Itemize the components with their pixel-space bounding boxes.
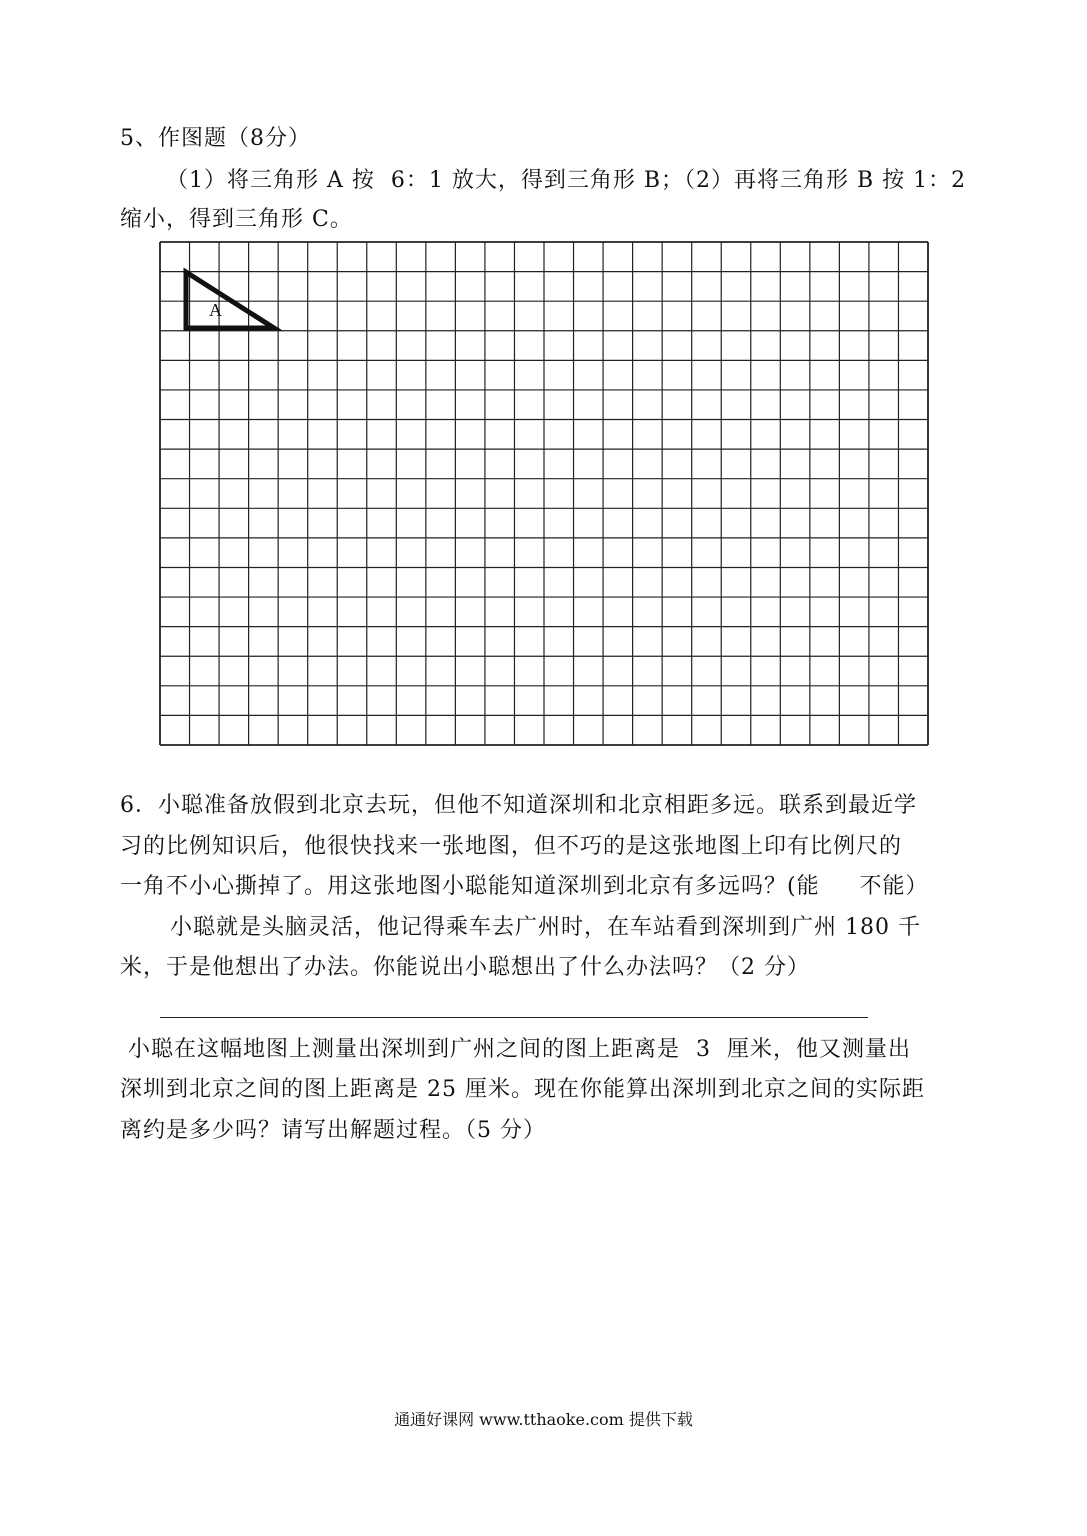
question-6-line8: 离约是多少吗？请写出解题过程。（5 分） [120, 1118, 546, 1143]
triangle-a-label: A [209, 300, 222, 320]
question-6-line6: 小聪在这幅地图上测量出深圳到广州之间的图上距离是 3 厘米，他又测量出 [128, 1037, 911, 1062]
question-6-line1: 6．小聪准备放假到北京去玩，但他不知道深圳和北京相距多远。联系到最近学 [120, 793, 917, 818]
question-6-line2: 习的比例知识后，他很快找来一张地图，但不巧的是这张地图上印有比例尺的 [120, 834, 903, 859]
question-5-instruction-line1: （1）将三角形 A 按 6：1 放大，得到三角形 B；（2）再将三角形 B 按 1：2 [166, 168, 967, 193]
answer-line[interactable] [160, 1017, 868, 1018]
question-6-line7: 深圳到北京之间的图上距离是 25 厘米。现在你能算出深圳到北京之间的实际距 [120, 1077, 925, 1102]
triangle-a [186, 272, 274, 328]
grid-lines [160, 242, 928, 745]
question-6-line3: 一角不小心撕掉了。用这张地图小聪能知道深圳到北京有多远吗？(能 不能） [120, 874, 929, 899]
question-5-title: 5、作图题（8分） [120, 126, 311, 151]
grid-svg [158, 240, 930, 746]
question-5-instruction-line2: 缩小，得到三角形 C。 [120, 207, 353, 232]
drawing-grid[interactable] [158, 240, 930, 750]
footer-credit: 通通好课网 www.tthaoke.com 提供下载 [394, 1410, 693, 1429]
question-6-line5: 米，于是他想出了办法。你能说出小聪想出了什么办法吗？（2 分） [120, 955, 810, 980]
question-6-line4: 小聪就是头脑灵活，他记得乘车去广州时，在车站看到深圳到广州 180 千 [170, 915, 921, 940]
